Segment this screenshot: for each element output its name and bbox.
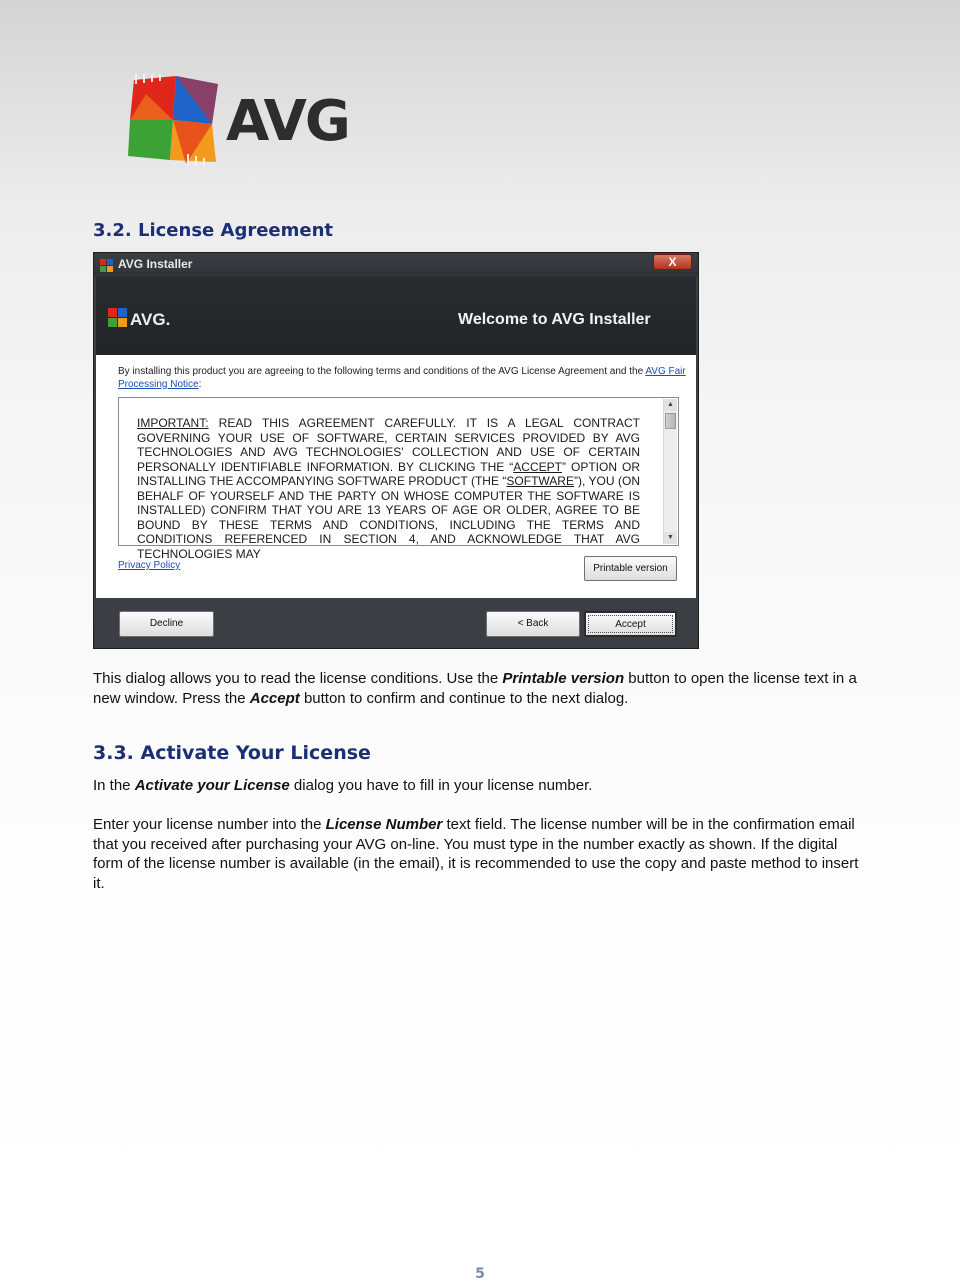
avg-logo-icon xyxy=(124,72,354,167)
activate-dialog-intro xyxy=(93,776,863,796)
printable-version-term: Printable version xyxy=(502,670,625,687)
window-titlebar[interactable] xyxy=(94,253,698,277)
license-important-label: IMPORTANT: xyxy=(137,416,209,430)
back-button[interactable]: < Back xyxy=(486,611,580,637)
enter-license-instructions xyxy=(93,815,863,893)
license-scrollbar[interactable] xyxy=(663,399,677,544)
installer-window xyxy=(93,252,699,649)
license-text-part: ”), YOU (ON BEHALF OF YOURSELF AND THE PARTY ON WHOSE COMPUTER THE SOFTWARE IS INSTALLED) CONFIRM THAT YOU ARE 13 YEARS OF AGE OR OLDER, AGREE TO BE BOUND BY THESE TERMS AND CONDITIONS, INCLUDING THE TERMS AND CONDITIONS REFERENCED IN SECTION 4, AND ACKNOWLEDGE THAT AVG TECHNOLOGIES MAY xyxy=(137,474,640,561)
license-accept-term: ACCEPT xyxy=(513,459,562,474)
text-run: Enter your license number into the xyxy=(93,816,326,833)
svg-text:AVG: AVG xyxy=(226,89,349,154)
license-software-term: SOFTWARE xyxy=(506,474,574,488)
section-heading-license-agreement: 3.2. License Agreement xyxy=(93,220,334,241)
license-dialog-description xyxy=(93,669,863,708)
fair-processing-notice-link[interactable]: AVG Fair Processing Notice xyxy=(118,366,686,390)
text-run: button to confirm and continue to the next dialog. xyxy=(299,689,629,707)
license-agreement-text xyxy=(137,416,640,561)
license-text-part: ” OPTION OR INSTALLING THE ACCOMPANYING SOFTWARE PRODUCT (THE “ xyxy=(137,459,640,488)
printable-version-button[interactable]: Printable version xyxy=(584,556,677,581)
activate-license-term: Activate your License xyxy=(134,777,290,794)
avg-logo xyxy=(124,72,354,167)
svg-text:AVG.: AVG. xyxy=(130,310,170,329)
page-number: 5 xyxy=(475,1266,485,1282)
window-title: AVG Installer xyxy=(118,257,193,271)
avg-logo-icon xyxy=(99,258,114,273)
intro-suffix: : xyxy=(198,378,202,390)
installer-footer xyxy=(96,598,696,648)
scroll-up-icon[interactable]: ▲ xyxy=(664,399,677,411)
decline-button[interactable]: Decline xyxy=(119,611,214,637)
installer-header xyxy=(96,277,696,355)
license-text-part: READ THIS AGREEMENT CAREFULLY. IT IS A LEGAL CONTRACT GOVERNING YOUR USE OF SOFTWARE, CERTAIN SERVICES PROVIDED BY AVG TECHNOLOGIES AND AVG TECHNOLOGIES' COLLECTION AND USE OF CERTAIN PERSONALLY IDENTIFIABLE INFORMATION. BY CLICKING THE “ xyxy=(137,416,640,474)
close-icon: X xyxy=(668,255,677,269)
installer-body xyxy=(96,355,696,598)
text-run: button to open the license text in a new window. Press the xyxy=(93,670,857,707)
avg-logo-icon xyxy=(108,307,170,329)
scroll-down-icon[interactable]: ▼ xyxy=(664,532,677,544)
text-run: text field. The license number will be in the confirmation email that you received after purchasing your AVG on-line. You must type in the number exactly as shown. If the digital form of the license number is available (in the email), it is recommended to use the copy and paste method to insert it. xyxy=(93,816,859,892)
license-text-box[interactable] xyxy=(118,397,679,561)
agreement-intro-text xyxy=(118,366,688,391)
intro-text: By installing this product you are agreeing to the following terms and conditions of the AVG License Agreement and the xyxy=(118,366,646,377)
privacy-policy-link[interactable]: Privacy Policy xyxy=(118,560,181,571)
close-button[interactable] xyxy=(653,254,692,270)
accept-button[interactable]: Accept xyxy=(584,611,677,637)
section-heading-activate-license: 3.3. Activate Your License xyxy=(93,742,371,764)
license-number-term: License Number xyxy=(325,816,443,833)
accept-term: Accept xyxy=(249,689,300,707)
text-run: In the xyxy=(93,777,135,794)
installer-header-title: Welcome to AVG Installer xyxy=(458,311,651,328)
text-run: dialog you have to fill in your license number. xyxy=(289,777,593,794)
text-run: This dialog allows you to read the license conditions. Use the xyxy=(93,670,503,687)
scroll-thumb[interactable] xyxy=(665,413,676,429)
